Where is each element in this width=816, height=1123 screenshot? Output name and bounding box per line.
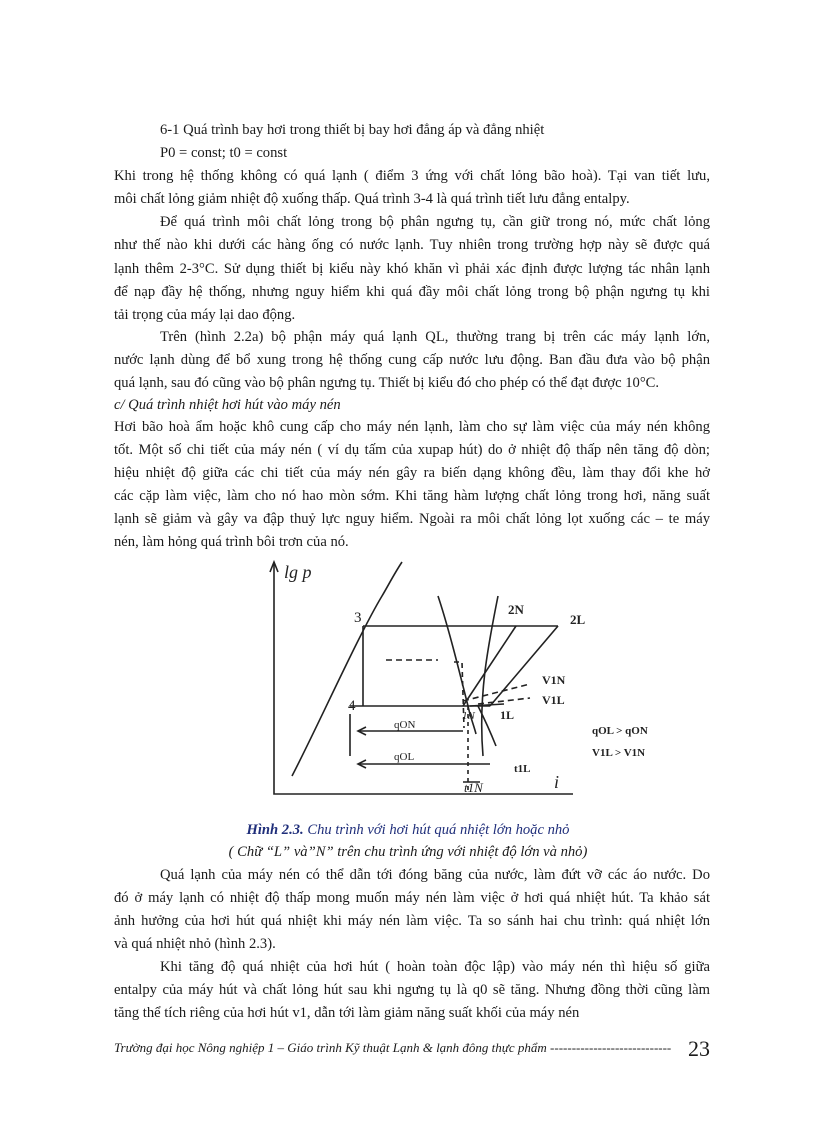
process-arrow-1N: [470, 704, 504, 706]
formula-line: P0 = const; t0 = const: [160, 145, 288, 161]
section-heading-6-1: 6-1 Quá trình bay hơi trong thiết bị bay hơi đẳng áp và đẳng nhiệt: [160, 122, 545, 138]
text-line: để nạp đầy hệ thống, nhưng nguy hiểm khi quá đầy môi chất lỏng trong bộ phận ngưng tụ khi: [114, 284, 710, 300]
relation-v: V1L > V1N: [592, 747, 646, 759]
axes: [274, 564, 573, 794]
text-line: các cặp làm việc, làm cho nó hao mòn sớm. Khi tăng hàm lượng chất lỏng trong hơi, năng suất: [114, 488, 710, 504]
text-line: Khi tăng độ quá nhiệt của hơi hút ( hoàn toàn độc lập) vào máy nén thì hiệu số giữa: [160, 959, 710, 975]
x-axis-label: i: [554, 772, 560, 792]
section-heading-c: c/ Quá trình nhiệt hơi hút vào máy nén: [114, 397, 341, 413]
text-line: và quá nhiệt nhỏ (hình 2.3).: [114, 936, 276, 952]
figure-caption-subtitle: ( Chữ “L” và”N” trên chu trình ứng với nhiệt độ lớn và nhỏ): [228, 844, 588, 860]
text-line: hiệu nhiệt độ giữa các chi tiết của máy nén gây ra biến dạng không đều, làm thay đổi khe hở: [114, 465, 710, 481]
text-line: Hơi bão hoà ẩm hoặc khô cung cấp cho máy nén lạnh, làm cho sự làm việc của máy nén không: [114, 419, 710, 435]
text-line: tải trọng của máy lại dao động.: [114, 307, 296, 323]
t1L-curve: [478, 706, 496, 746]
label-1N: 1N: [462, 710, 475, 722]
label-V1L: V1L: [542, 693, 565, 707]
relation-q: qOL > qON: [592, 725, 648, 737]
text-line: ảnh hưởng của hơi hút quá nhiệt khi máy nén làm việc. Ta so sánh hai chu trình: quá nhiệt lớn: [114, 913, 710, 929]
label-1L: 1L: [500, 708, 515, 722]
text-line: nước lạnh dùng để bổ xung trong hệ thống cung cấp nước lưu động. Ban đầu đưa vào bộ phận: [114, 352, 710, 368]
text-line: entalpy của máy hút và chất lỏng hút sau khi ngưng tụ là q0 sẽ tăng. Nhưng đồng thời cũng làm: [114, 982, 710, 998]
label-qON: qON: [394, 719, 416, 731]
text-line: như thế nào khi dưới các hàng ống có nước lạnh. Tuy nhiên trong trường hợp này sẽ được quá: [114, 237, 710, 253]
text-line: đó ở máy lạnh có nhiệt độ thấp mong muốn máy nén làm việc ở hơi quá nhiệt hút. Ta khảo sát: [114, 890, 710, 906]
point-3-label: 3: [354, 610, 362, 626]
label-2N: 2N: [508, 602, 524, 617]
point-4-label: 4: [348, 698, 356, 714]
label-t1N: t1N: [464, 780, 483, 795]
text-line: Để quá trình môi chất lỏng trong bộ phân ngưng tụ, cần giữ trong nó, mức chất lỏng: [160, 214, 710, 230]
label-2L: 2L: [570, 612, 586, 627]
page-number: 23: [688, 1036, 710, 1061]
text-line: tốt. Một số chi tiết của máy nén ( ví dụ tấm của xupap hút) do ở nhiệt độ thấp nên tăng độ dòn;: [114, 442, 710, 458]
figure-caption: [0, 820, 816, 840]
dashed-V1L: [478, 698, 530, 704]
label-t1L: t1L: [514, 763, 531, 775]
saturation-curve: [292, 562, 402, 776]
y-axis-label: lg p: [284, 562, 312, 582]
text-line: môi chất lỏng giảm nhiệt độ xuống thấp. Quá trình 3-4 là quá trình tiết lưu đẳng entalpy.: [114, 191, 630, 207]
caption-title: Chu trình với hơi hút quá nhiệt lớn hoặc nhỏ: [307, 822, 570, 838]
label-qOL: qOL: [394, 751, 415, 763]
text-line: tăng thể tích riêng của hơi hút v1, dẫn tới làm giảm năng suất khối của máy nén: [114, 1005, 580, 1021]
caption-number: Hình 2.3.: [246, 822, 304, 838]
text-line: lạnh sẽ giảm và gây va đập thuỷ lực nguy hiểm. Ngoài ra môi chất lỏng lọt xuống các – te máy: [114, 511, 710, 527]
figure-lgp-i-diagram: [258, 556, 658, 808]
text-line: Khi trong hệ thống không có quá lạnh ( điểm 3 ứng với chất lỏng bão hoà). Tại van tiết lưu,: [114, 168, 710, 184]
text-line: quá lạnh, sau đó cũng vào bộ phân ngưng tụ. Thiết bị kiểu đó cho phép có thể đạt được 10°C.: [114, 375, 660, 391]
footer-text: Trường đại học Nông nghiệp 1 – Giáo trình Kỹ thuật Lạnh & lạnh đông thực phẩm ----------------------------: [114, 1040, 672, 1055]
text-line: lạnh thêm 2-3°C. Sử dụng thiết bị kiểu này khó khăn vì phải xác định được lượng tác nhân lạnh: [114, 261, 710, 277]
page-footer: [114, 1036, 710, 1064]
label-V1N: V1N: [542, 673, 566, 687]
text-line: Quá lạnh của máy nén có thể dẫn tới đóng băng của nước, làm đứt vỡ các áo nước. Do: [160, 867, 710, 883]
text-line: Trên (hình 2.2a) bộ phận máy quá lạnh QL, thường trang bị trên các máy lạnh lớn,: [160, 329, 710, 345]
text-line: nén, làm hỏng quá trình bôi trơn của nó.: [114, 534, 349, 550]
